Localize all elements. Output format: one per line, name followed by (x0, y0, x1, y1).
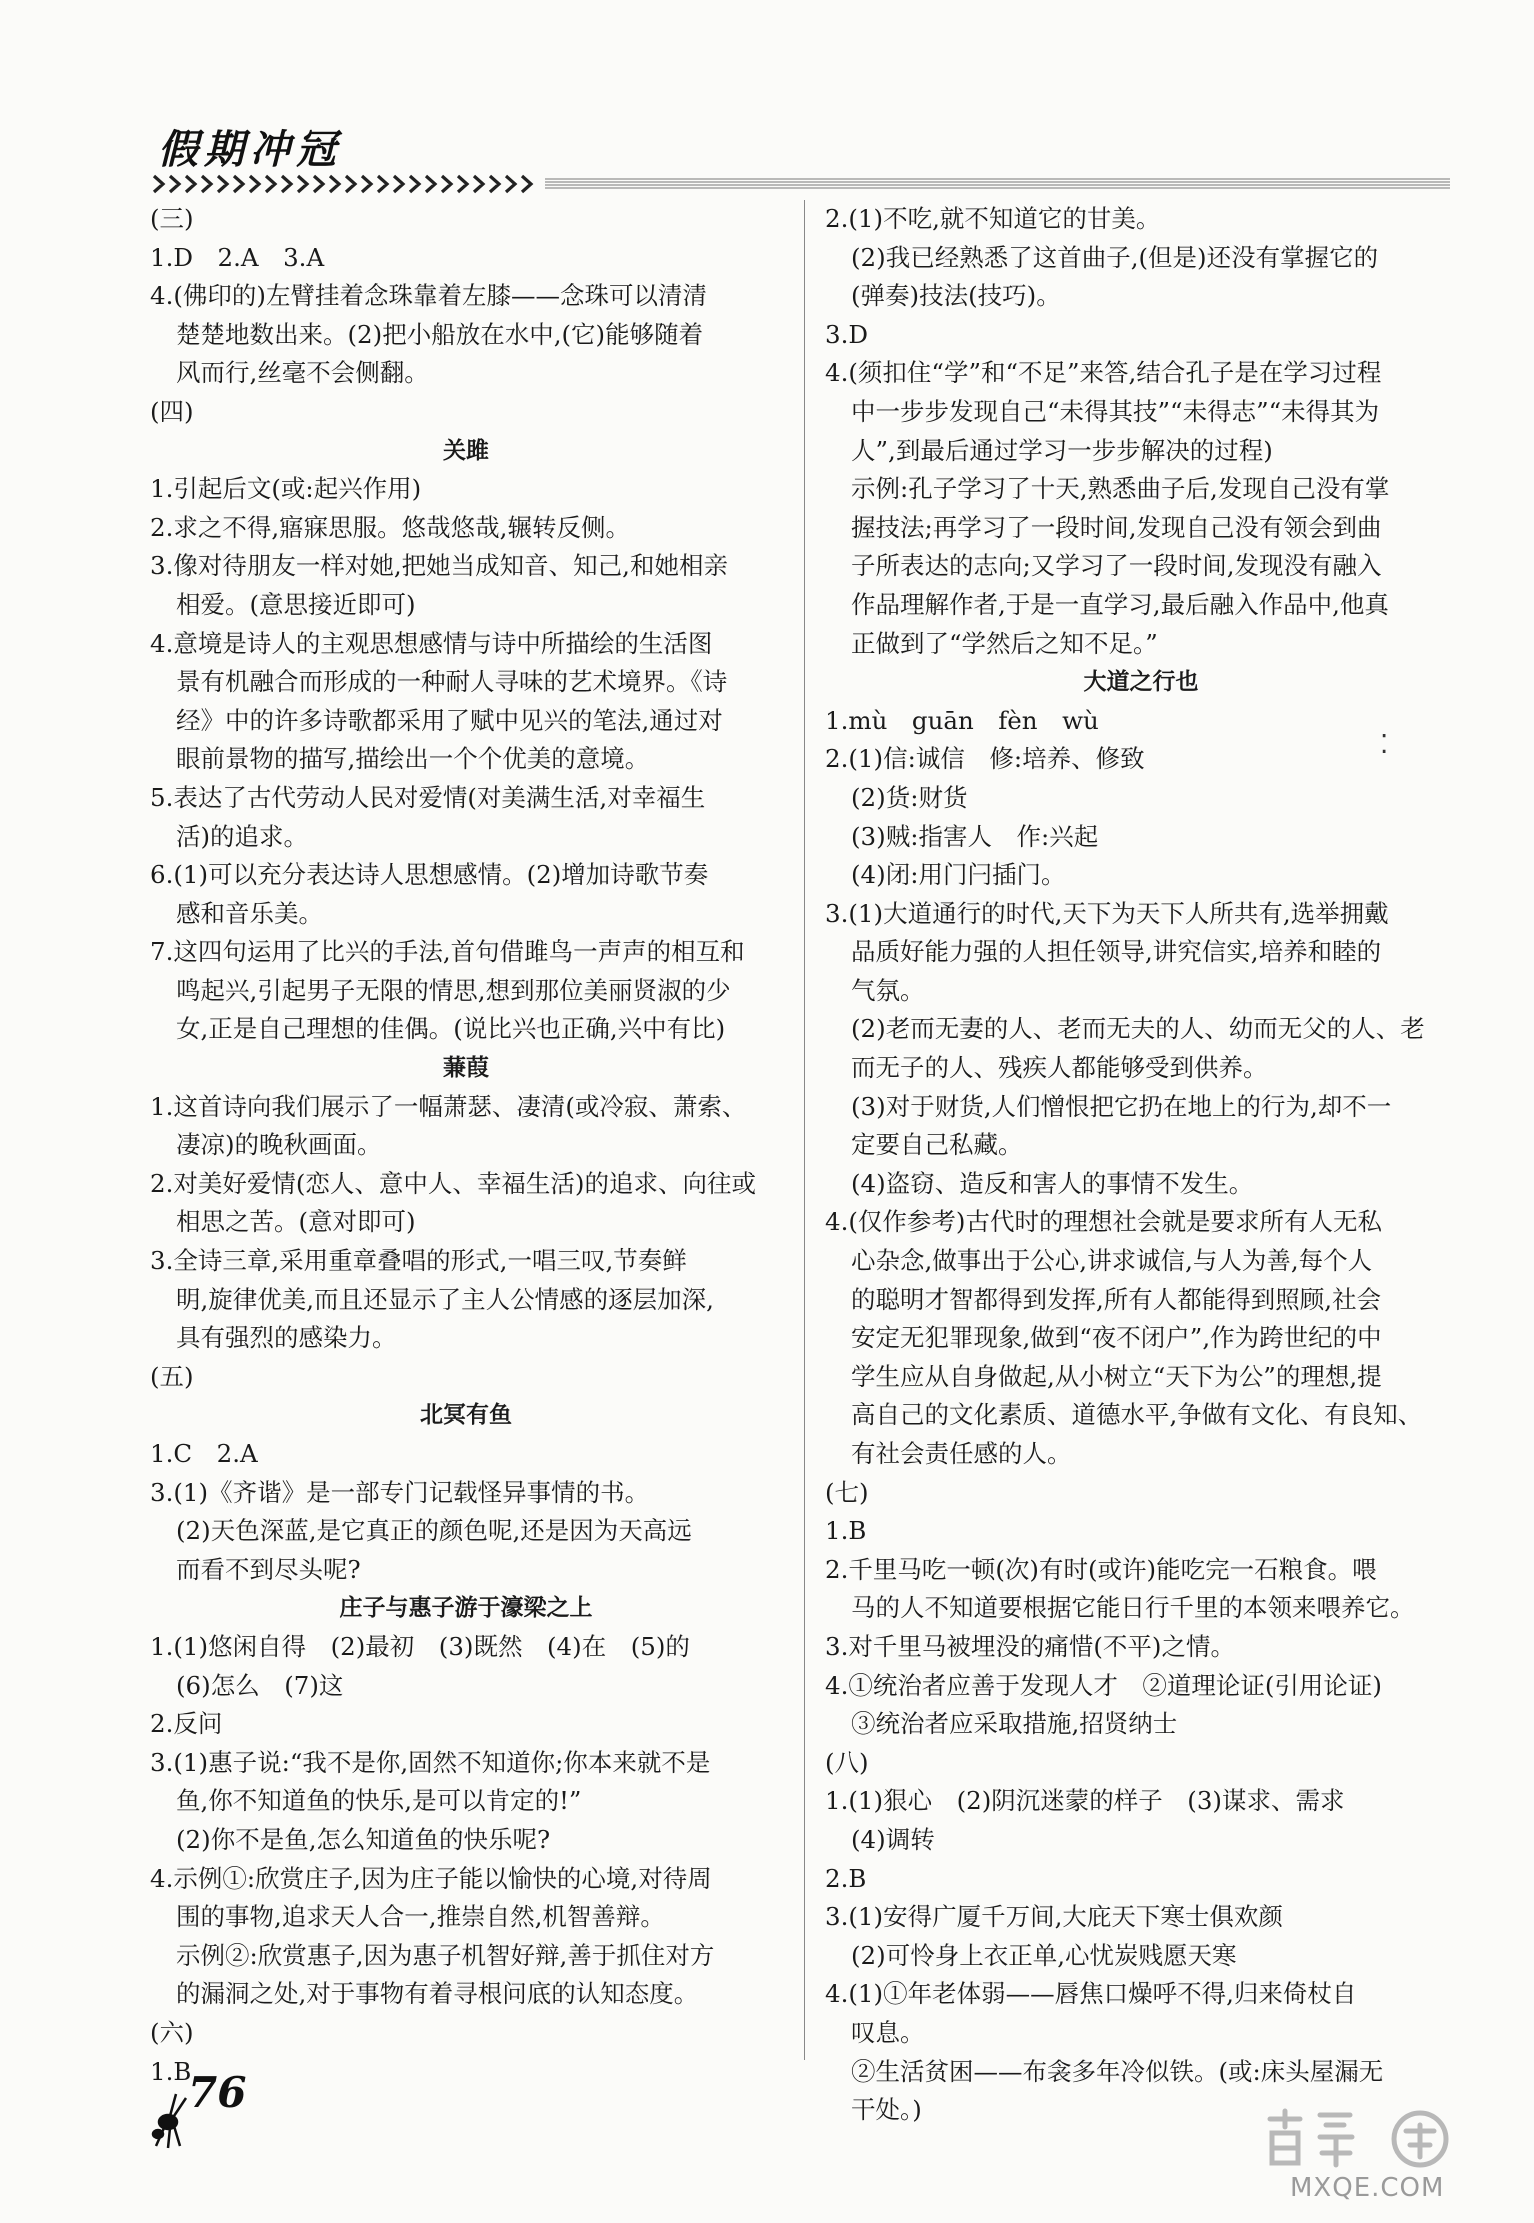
answer-line: (3)对于财货,人们憎恨把它扔在地上的行为,却不一 (851, 1091, 1392, 1121)
answer-line: (6)怎么 (7)这 (176, 1670, 344, 1700)
answer-line: 感和音乐美。 (176, 898, 323, 928)
answer-line: 相爱。(意思接近即可) (176, 589, 416, 619)
answer-line: 相思之苦。(意对即可) (176, 1207, 416, 1237)
answer-line: (八) (825, 1747, 869, 1777)
answer-line: 心杂念,做事出于公心,讲求诚信,与人为善,每个人 (851, 1246, 1373, 1276)
answer-line: 凄凉)的晚秋画面。 (176, 1130, 382, 1160)
answer-line: 3.像对待朋友一样对她,把她当成知音、知己,和她相亲 (150, 551, 728, 581)
answer-line: 1.D 2.A 3.A (150, 242, 325, 272)
answer-line: 1.B (825, 1516, 867, 1546)
answer-line: 7.这四句运用了比兴的手法,首句借雎鸟一声声的相互和 (150, 937, 745, 967)
answer-line: 景有机融合而形成的一种耐人寻味的艺术境界。《诗 (176, 667, 728, 697)
answer-line: 2.求之不得,寤寐思服。悠哉悠哉,辗转反侧。 (150, 512, 630, 542)
answer-line: 2.(1)信:诚信 修:培养、修致 (825, 744, 1145, 774)
answer-line: (2)老而无妻的人、老而无夫的人、幼而无父的人、老 (851, 1014, 1425, 1044)
answer-line: 3.D (825, 319, 869, 349)
answer-line: 围的事物,追求天人合一,推崇自然,机智善辩。 (176, 1902, 665, 1932)
answer-line: ②生活贫困——布衾多年冷似铁。(或:床头屋漏无 (851, 2056, 1384, 2086)
answer-line: (2)天色深蓝,是它真正的颜色呢,还是因为天高远 (176, 1516, 692, 1546)
right-answer-column (825, 200, 1457, 2130)
answer-line: (三) (150, 204, 194, 233)
page-number-badge (158, 2068, 278, 2148)
answer-line: 眼前景物的描写,描绘出一个个优美的意境。 (176, 744, 650, 774)
answer-line: 4.示例①:欣赏庄子,因为庄子能以愉快的心境,对待周 (150, 1863, 712, 1893)
answer-line: 2.千里马吃一顿(次)有时(或许)能吃完一石粮食。喂 (825, 1554, 1377, 1584)
answer-line: 正做到了“学然后之知不足。” (851, 628, 1158, 658)
page-number: 76 (188, 2068, 247, 2117)
answer-line: (4)盗窃、造反和害人的事情不发生。 (851, 1168, 1254, 1198)
answer-line: ③统治者应采取措施,招贤纳士 (851, 1709, 1178, 1739)
answer-line: 示例②:欣赏惠子,因为惠子机智好辩,善于抓住对方 (176, 1940, 715, 1970)
answer-line: 2.B (825, 1863, 867, 1893)
answer-line: 而看不到尽头呢? (176, 1554, 361, 1584)
answer-line: 3.(1)大道通行的时代,天下为天下人所共有,选举拥戴 (825, 898, 1389, 928)
answer-line: 经》中的许多诗歌都采用了赋中见兴的笔法,通过对 (176, 705, 723, 735)
answer-line: (2)货:财货 (851, 782, 968, 812)
answer-line: 楚楚地数出来。(2)把小船放在水中,(它)能够随着 (176, 319, 704, 349)
answer-line: (四) (150, 396, 194, 426)
answer-line: (2)可怜身上衣正单,心忧炭贱愿天寒 (851, 1940, 1237, 1970)
answer-line: 3.全诗三章,采用重章叠唱的形式,一唱三叹,节奏鲜 (150, 1246, 687, 1276)
answer-line: 的漏洞之处,对于事物有着寻根问底的认知态度。 (176, 1979, 699, 2009)
answer-line: 人”,到最后通过学习一步步解决的过程) (851, 435, 1273, 465)
answer-line: 鱼,你不知道鱼的快乐,是可以肯定的!” (176, 1786, 582, 1816)
answer-line: 1.B (150, 2056, 192, 2086)
answer-line: 6.(1)可以充分表达诗人思想感情。(2)增加诗歌节奏 (150, 860, 709, 890)
answer-line: 马的人不知道要根据它能日行千里的本领来喂养它。 (851, 1593, 1415, 1623)
left-answer-column (150, 200, 782, 2091)
answer-line: 3.(1)安得广厦千万间,大庇天下寒士俱欢颜 (825, 1902, 1283, 1932)
answer-line: 1.引起后文(或:起兴作用) (150, 474, 422, 504)
answer-line: 1.这首诗向我们展示了一幅萧瑟、凄清(或冷寂、萧索、 (150, 1091, 747, 1121)
answer-line: 2.(1)不吃,就不知道它的甘美。 (825, 204, 1161, 233)
answer-line: 高自己的文化素质、道德水平,争做有文化、有良知、 (851, 1400, 1423, 1430)
answer-line: 活)的追求。 (176, 821, 309, 851)
answer-line: 3.(1)《齐谐》是一部专门记载怪异事情的书。 (150, 1477, 650, 1507)
brand-title: 假期冲冠 (158, 126, 342, 173)
answer-line: 的聪明才智都得到发挥,所有人都能得到照顾,社会 (851, 1284, 1382, 1314)
section-title: 关雎 (443, 437, 489, 464)
answer-line: 3.对千里马被埋没的痛惜(不平)之情。 (825, 1631, 1235, 1661)
answer-line: 示例:孔子学习了十天,熟悉曲子后,发现自己没有掌 (851, 474, 1390, 504)
answer-line: (2)你不是鱼,怎么知道鱼的快乐呢? (176, 1824, 551, 1854)
answer-line: 4.意境是诗人的主观思想感情与诗中所描绘的生活图 (150, 628, 713, 658)
answer-line: 学生应从自身做起,从小树立“天下为公”的理想,提 (851, 1361, 1382, 1391)
answer-line: 4.①统治者应善于发现人才 ②道理论证(引用论证) (825, 1670, 1382, 1700)
answer-line: (六) (150, 2017, 194, 2047)
answer-line: 子所表达的志向;又学习了一段时间,发现没有融入 (851, 551, 1382, 581)
answer-line: 1.(1)狠心 (2)阴沉迷蒙的样子 (3)谋求、需求 (825, 1786, 1345, 1816)
answer-line: 女,正是自己理想的佳偶。(说比兴也正确,兴中有比) (176, 1014, 726, 1044)
section-title: 大道之行也 (1083, 669, 1199, 696)
answer-line: 2.对美好爱情(恋人、意中人、幸福生活)的追求、向往或 (150, 1168, 756, 1198)
section-title: 蒹葭 (443, 1055, 489, 1082)
watermark-logo-icon (1260, 2105, 1490, 2171)
answer-line: (4)闭:用门闩插门。 (851, 860, 1066, 890)
answer-line: (五) (150, 1361, 194, 1391)
answer-line: 叹息。 (851, 2017, 925, 2047)
section-title: 庄子与惠子游于濠梁之上 (339, 1595, 593, 1622)
answer-line: 1.(1)悠闲自得 (2)最初 (3)既然 (4)在 (5)的 (150, 1631, 690, 1661)
answer-line: 3.(1)惠子说:“我不是你,固然不知道你;你本来就不是 (150, 1747, 711, 1777)
answer-line: 明,旋律优美,而且还显示了主人公情感的逐层加深, (176, 1284, 714, 1314)
answer-line: 1.C 2.A (150, 1439, 258, 1468)
answer-line: 作品理解作者,于是一直学习,最后融入作品中,他真 (851, 589, 1389, 619)
answer-line: 5.表达了古代劳动人民对爱情(对美满生活,对幸福生 (150, 782, 706, 812)
answer-line: 4.(仅作参考)古代时的理想社会就是要求所有人无私 (825, 1207, 1382, 1237)
answer-line: 4.(1)①年老体弱——唇焦口燥呼不得,归来倚杖自 (825, 1979, 1357, 2009)
answer-line: (2)我已经熟悉了这首曲子,(但是)还没有掌握它的 (851, 242, 1379, 272)
answer-line: 2.反问 (150, 1709, 223, 1739)
stray-mark: ⁚ (1380, 730, 1389, 760)
answer-line: 干处。) (851, 2095, 922, 2125)
watermark-url: MXQE.COM (1290, 2173, 1445, 2203)
header-chevron-rule (150, 170, 1450, 198)
answer-line: (弹奏)技法(技巧)。 (851, 281, 1061, 311)
answer-line: 中一步步发现自己“未得其技”“未得志”“未得其为 (851, 396, 1380, 426)
answer-line: 鸣起兴,引起男子无限的情思,想到那位美丽贤淑的少 (176, 975, 731, 1005)
answer-line: 风而行,丝毫不会侧翻。 (176, 358, 429, 388)
answer-line: 而无子的人、残疾人都能够受到供养。 (851, 1053, 1268, 1083)
answer-line: 安定无犯罪现象,做到“夜不闭户”,作为跨世纪的中 (851, 1323, 1382, 1353)
answer-line: (4)调转 (851, 1824, 935, 1854)
answer-line: 1.mù guān fèn wù (825, 705, 1099, 735)
answer-line: (七) (825, 1477, 869, 1507)
answer-line: 具有强烈的感染力。 (176, 1323, 397, 1353)
answer-line: 握技法;再学习了一段时间,发现自己没有领会到曲 (851, 512, 1382, 542)
watermark (1240, 2105, 1500, 2215)
page-header (150, 118, 1450, 198)
column-divider (804, 200, 805, 2060)
answer-line: 4.(须扣住“学”和“不足”来答,结合孔子是在学习过程 (825, 358, 1382, 388)
answer-line: (3)贼:指害人 作:兴起 (851, 821, 1099, 851)
answer-line: 品质好能力强的人担任领导,讲究信实,培养和睦的 (851, 937, 1382, 967)
section-title: 北冥有鱼 (420, 1402, 512, 1429)
answer-line: 气氛。 (851, 975, 925, 1005)
answer-line: 有社会责任感的人。 (851, 1439, 1072, 1468)
answer-line: 定要自己私藏。 (851, 1130, 1023, 1160)
answer-line: 4.(佛印的)左臂挂着念珠靠着左膝——念珠可以清清 (150, 281, 707, 311)
